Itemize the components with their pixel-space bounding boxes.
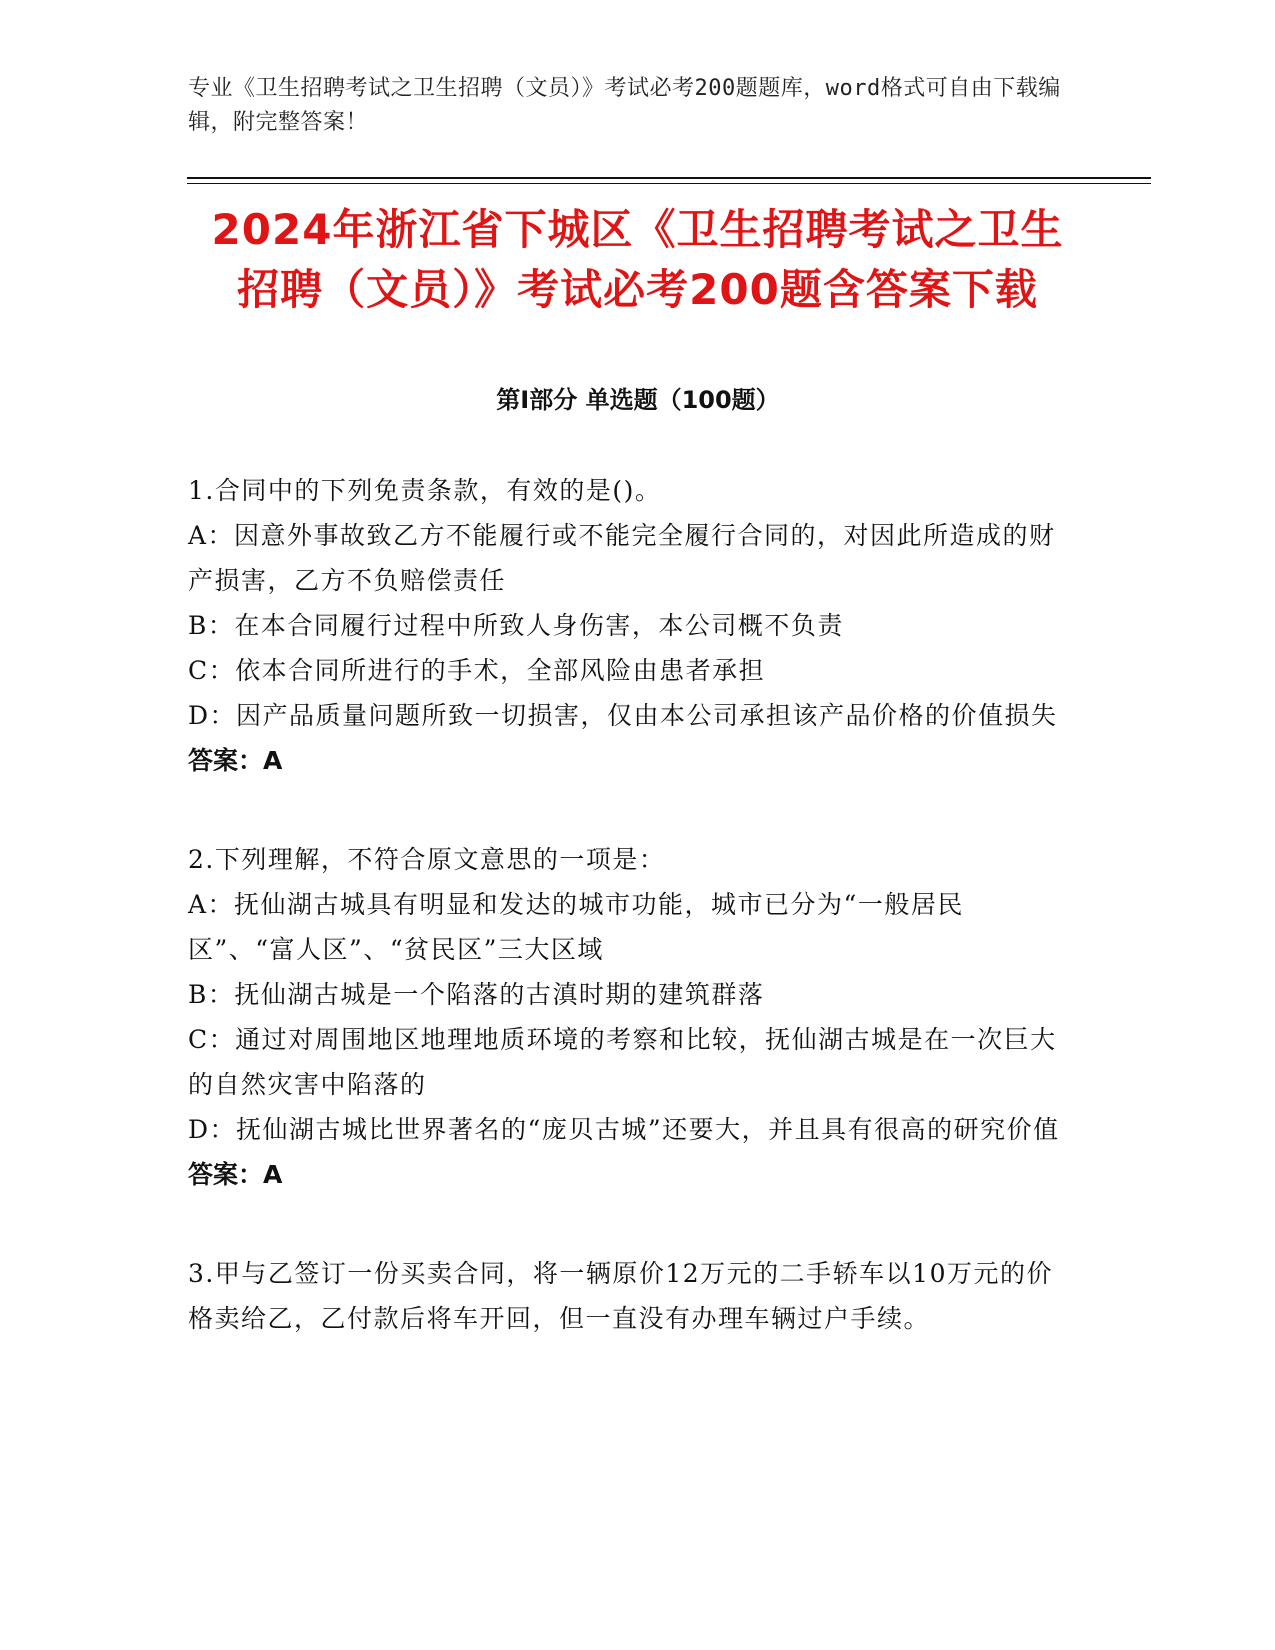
question-stem: 1.合同中的下列免责条款，有效的是()。 <box>188 476 662 505</box>
option-d: D：抚仙湖古城比世界著名的“庞贝古城”还要大，并且具有很高的研究价值 <box>188 1115 1060 1144</box>
question-3 <box>188 1251 1068 1341</box>
question-2 <box>188 837 1068 1197</box>
document-title <box>160 200 1115 320</box>
option-b: B：在本合同履行过程中所致人身伤害，本公司概不负责 <box>188 611 844 640</box>
option-b: B：抚仙湖古城是一个陷落的古滇时期的建筑群落 <box>188 980 765 1009</box>
option-d: D：因产品质量问题所致一切损害，仅由本公司承担该产品价格的价值损失 <box>188 701 1058 730</box>
option-c: C：依本合同所进行的手术，全部风险由患者承担 <box>188 656 766 685</box>
answer: 答案：A <box>188 746 283 775</box>
question-stem: 2.下列理解，不符合原文意思的一项是： <box>188 845 666 874</box>
answer: 答案：A <box>188 1160 283 1189</box>
header-note: 专业《卫生招聘考试之卫生招聘（文员）》考试必考200题题库，word格式可自由下载编辑，附完整答案！ <box>188 76 1061 135</box>
option-a: A：因意外事故致乙方不能履行或不能完全履行合同的，对因此所造成的财产损害，乙方不负赔偿责任 <box>188 521 1056 595</box>
option-c: C：通过对周围地区地理地质环境的考察和比较，抚仙湖古城是在一次巨大的自然灾害中陷落的 <box>188 1025 1057 1099</box>
option-a: A：抚仙湖古城具有明显和发达的城市功能，城市已分为“一般居民区”、“富人区”、“贫民区”三大区域 <box>188 890 964 964</box>
document-title-line-1: 2024年浙江省下城区《卫生招聘考试之卫生 <box>211 205 1064 254</box>
document-title-line-2: 招聘（文员）》考试必考200题含答案下载 <box>237 265 1038 314</box>
question-1 <box>188 468 1068 783</box>
header-rule-thin <box>187 183 1151 184</box>
question-stem: 3.甲与乙签订一份买卖合同，将一辆原价12万元的二手轿车以10万元的价格卖给乙，乙付款后将车开回，但一直没有办理车辆过户手续。 <box>188 1259 1053 1333</box>
section-heading: 第Ⅰ部分 单选题（100题） <box>496 386 780 414</box>
question-list <box>188 468 1068 1395</box>
header-rule-thick <box>187 177 1151 179</box>
